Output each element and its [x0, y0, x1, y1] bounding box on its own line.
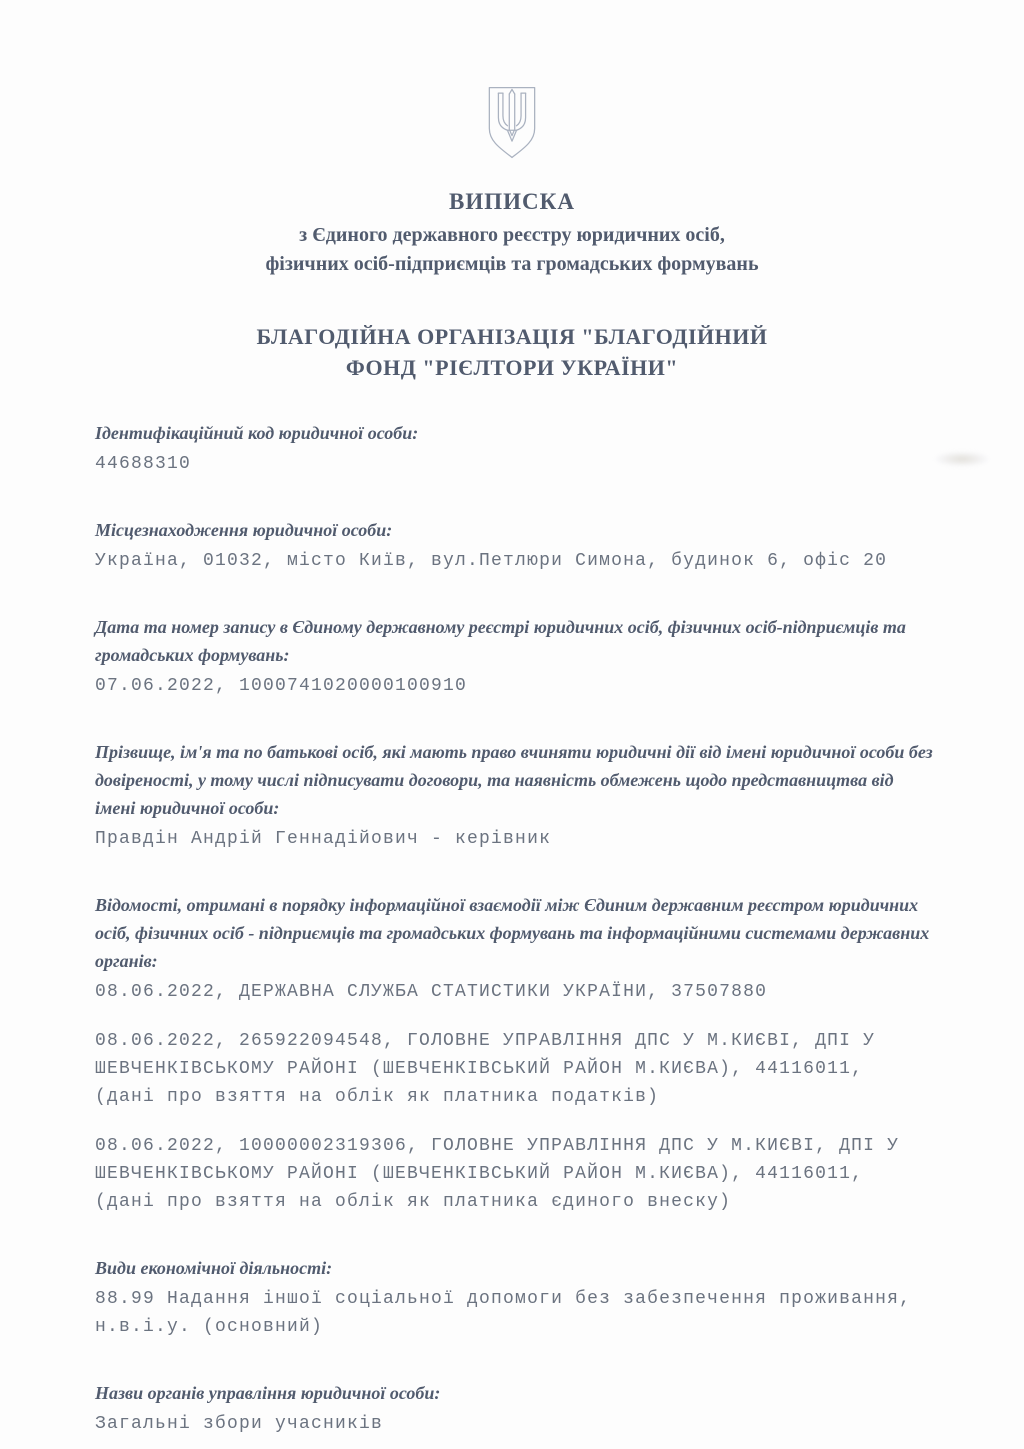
document-subtitle [0, 221, 1024, 279]
field-value: Загальні збори учасників [95, 1414, 384, 1434]
field-record-date-number [95, 613, 934, 700]
organization-name [0, 321, 1024, 383]
subtitle-line-2: фізичних осіб-підприємців та громадських формувань [265, 253, 759, 275]
field-value: 08.06.2022, 10000002319306, ГОЛОВНЕ УПРАВЛІННЯ ДПС У М.КИЄВІ, ДПІ У ШЕВЧЕНКІВСЬКОМУ РАЙОНІ (ШЕВЧЕНКІВСЬКИЙ РАЙОН М.КИЄВА), 44116011, (дані про взяття на облік як платника єдиного внеску) [95, 1136, 900, 1212]
field-value: 08.06.2022, 265922094548, ГОЛОВНЕ УПРАВЛІННЯ ДПС У М.КИЄВІ, ДПІ У ШЕВЧЕНКІВСЬКОМУ РАЙОНІ (ШЕВЧЕНКІВСЬКИЙ РАЙОН М.КИЄВА), 44116011, (дані про взяття на облік як платника податків) [95, 1031, 876, 1107]
ukraine-trident-coat-of-arms-icon [483, 84, 541, 162]
field-label: Відомості, отримані в порядку інформаційної взаємодії між Єдиним державним реєстром юридичних осіб, фізичних осіб - підприємців та громадських формувань та інформаційними системами державних органів: [95, 895, 930, 971]
field-label: Прізвище, ім'я та по батькові осіб, які мають право вчиняти юридичні дії від імені юридичної особи без довіреності, у тому числі підписувати договори, та наявність обмежень щодо представництва від імені юридичної особи: [95, 742, 933, 818]
organization-name-line-1: БЛАГОДІЙНА ОРГАНІЗАЦІЯ "БЛАГОДІЙНИЙ [256, 324, 768, 349]
field-label: Назви органів управління юридичної особи: [95, 1383, 441, 1403]
field-value: 44688310 [95, 454, 192, 474]
field-label: Місцезнаходження юридичної особи: [95, 520, 393, 540]
document-header [0, 0, 1024, 383]
subtitle-line-1: з Єдиного державного реєстру юридичних осіб, [299, 224, 725, 246]
document-body [0, 383, 1024, 1438]
field-value: 08.06.2022, ДЕРЖАВНА СЛУЖБА СТАТИСТИКИ УКРАЇНИ, 37507880 [95, 982, 768, 1002]
field-governing-bodies [95, 1379, 934, 1438]
field-label: Види економічної діяльності: [95, 1258, 333, 1278]
field-value: 07.06.2022, 1000741020000100910 [95, 676, 468, 696]
field-authorized-persons [95, 738, 934, 853]
field-location [95, 516, 934, 575]
field-identification-code [95, 419, 934, 478]
field-value: 88.99 Надання іншої соціальної допомоги без забезпечення проживання, н.в.і.у. (основний) [95, 1289, 912, 1337]
field-interagency-information [95, 891, 934, 1216]
field-label: Ідентифікаційний код юридичної особи: [95, 423, 419, 443]
field-value: Україна, 01032, місто Київ, вул.Петлюри Симона, будинок 6, офіс 20 [95, 551, 888, 571]
field-label: Дата та номер запису в Єдиному державному реєстрі юридичних осіб, фізичних осіб-підприємців та громадських формувань: [95, 617, 906, 665]
field-economic-activities [95, 1254, 934, 1341]
organization-name-line-2: ФОНД "РІЄЛТОРИ УКРАЇНИ" [345, 355, 679, 380]
document-title: ВИПИСКА [449, 189, 575, 214]
field-value: Правдін Андрій Геннадійович - керівник [95, 829, 552, 849]
